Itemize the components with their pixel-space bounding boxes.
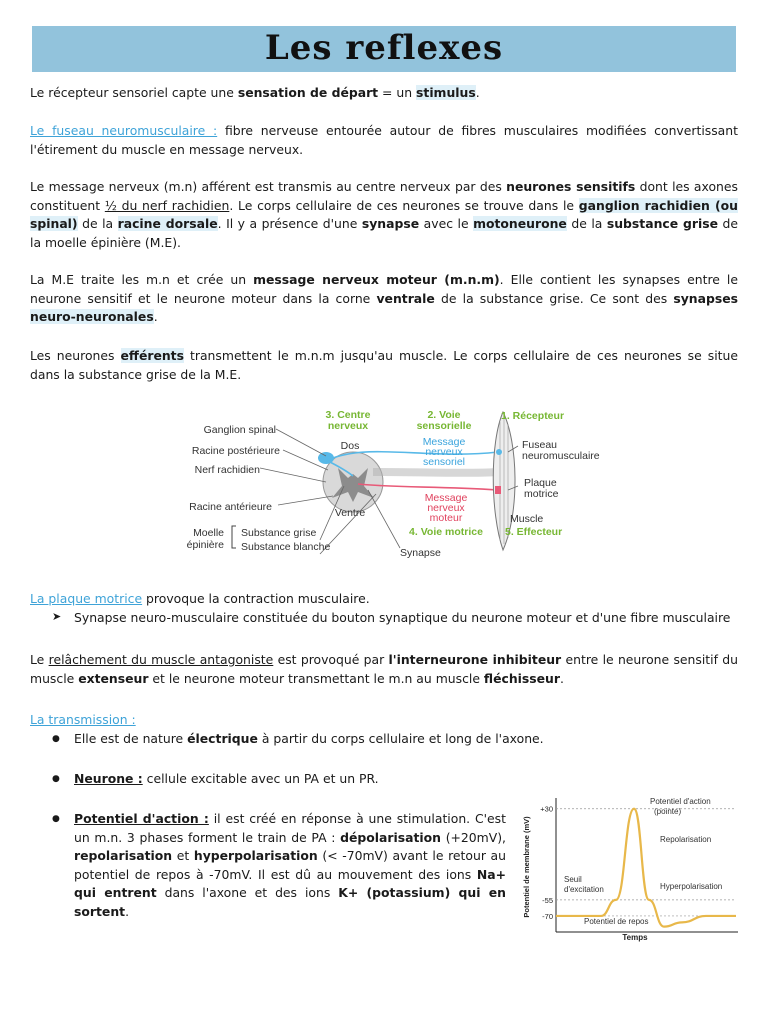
- arrow-bullet-icon: ➤: [52, 610, 62, 623]
- label-plaque-1: Plaque: [524, 477, 557, 489]
- title-banner: [32, 26, 736, 72]
- chart-annotation-peak: Potentiel d'action: [650, 797, 711, 806]
- label-voie-motrice: 4. Voie motrice: [409, 526, 483, 538]
- paragraph-efferents: Les neurones efférents transmettent le m.n.m jusqu'au muscle. Le corps cellulaire de ces neurones se situe dans la substance grise de la M.E.: [30, 348, 738, 382]
- label-msg-s-3: sensoriel: [422, 456, 466, 468]
- label-moelle-1: Moelle: [193, 527, 224, 539]
- bullet-icon: ●: [52, 814, 60, 824]
- label-msg-s-1: Message: [422, 436, 466, 448]
- label-plaque-2: motrice: [524, 488, 559, 500]
- chart-annotation-repol: Repolarisation: [660, 835, 712, 844]
- label-voie-s-1: 2. Voie: [427, 409, 461, 421]
- label-centre-2: nerveux: [327, 420, 369, 432]
- chart-annotation-repos: Potentiel de repos: [584, 917, 649, 926]
- link-fuseau[interactable]: Le fuseau neuromusculaire :: [30, 123, 218, 138]
- heading-transmission: [30, 711, 738, 730]
- fuseau-shape: [496, 449, 502, 455]
- chart-ylabel: Potentiel de membrane (mV): [522, 816, 531, 918]
- paragraph-antagoniste: Le relâchement du muscle antagoniste est provoqué par l'interneurone inhibiteur entre le neurone sensitif du muscle extenseur et le neurone moteur transmettant le m.n au muscle fléchisseur.: [30, 652, 738, 686]
- chart-tick-label: -70: [542, 911, 553, 921]
- reflex-arc-diagram: [168, 402, 600, 564]
- chart-tick-label: -55: [542, 895, 553, 905]
- label-recepteur: 1. Récepteur: [501, 410, 565, 422]
- paragraph-plaque: La plaque motrice provoque la contraction musculaire.: [30, 591, 370, 606]
- chart-annotation-seuil2: d'excitation: [564, 885, 604, 894]
- label-fuseau-1: Fuseau: [522, 439, 558, 451]
- label-fuseau-2: neuromusculaire: [522, 450, 600, 462]
- chart-tick-label: +30: [540, 804, 553, 814]
- link-plaque-motrice[interactable]: La plaque motrice: [30, 591, 143, 606]
- chart-annotation-seuil1: Seuil: [564, 875, 582, 884]
- bullet-icon: ●: [52, 734, 60, 744]
- label-msg-s-2: nerveux: [425, 446, 463, 458]
- label-msg-m-2: nerveux: [427, 502, 465, 514]
- label-synapse: Synapse: [400, 547, 441, 559]
- label-moelle-2: épinière: [186, 539, 224, 551]
- list-item-neurone: Neurone : cellule excitable avec un PA et un PR.: [74, 771, 379, 786]
- page-title: Les reflexes: [264, 28, 504, 68]
- paragraph-message-afferent: Le message nerveux (m.n) afférent est transmis au centre nerveux par des neurones sensitifs dont les axones constituent ½ du nerf rachidien. Le corps cellulaire de ces neurones se trouve dans le ganglion rachidien (ou spinal) de la racine dorsale. Il y a présence d'une synapse avec le motoneurone de la substance grise de la moelle épinière (M.E).: [30, 179, 739, 250]
- label-voie-s-2: sensorielle: [416, 420, 472, 432]
- list-item-potentiel-action: Potentiel d'action : il est créé en réponse à une stimulation. C'est un m.n. 3 phases forment le train de PA : dépolarisation (+20mV), repolarisation et hyperpolarisation (< -70mV) avant le retour au potentiel de repos à -70mV. Il est dû au mouvement des ions Na+ qui entrent dans l'axone et des ions K+ (potassium) qui en sortent.: [74, 811, 506, 919]
- label-nerf-rachidien: Nerf rachidien: [194, 464, 260, 476]
- label-centre-1: 3. Centre: [325, 409, 371, 421]
- list-item-nature: Elle est de nature électrique à partir du corps cellulaire et long de l'axone.: [74, 731, 544, 746]
- link-transmission[interactable]: La transmission :: [30, 712, 136, 727]
- label-msg-m-1: Message: [424, 492, 468, 504]
- paragraph-recepteur: Le récepteur sensoriel capte une sensation de départ = un stimulus.: [30, 85, 480, 100]
- list-item-synapse: Synapse neuro-musculaire constituée du bouton synaptique du neurone moteur et d'une fibre musculaire: [74, 610, 731, 625]
- chart-annotation-peak2: (pointe): [654, 807, 682, 816]
- paragraph-moelle: La M.E traite les m.n et crée un message nerveux moteur (m.n.m). Elle contient les synapses entre le neurone sensitif et le neurone moteur dans la corne ventrale de la substance grise. Ce sont des synapses neuro-neuronales.: [30, 272, 739, 324]
- paragraph-fuseau: Le fuseau neuromusculaire : fibre nerveuse entourée autour de fibres musculaires modifiées convertissant l'étirement du muscle en message nerveux.: [30, 123, 738, 157]
- bullet-icon: ●: [52, 774, 60, 784]
- label-ventre: Ventre: [334, 507, 366, 519]
- label-racine-anterieure: Racine antérieure: [189, 501, 272, 513]
- chart-xlabel: Temps: [622, 933, 648, 942]
- label-racine-posterieure: Racine postérieure: [191, 445, 280, 457]
- chart-series-line: [556, 809, 736, 927]
- label-effecteur: 5. Effecteur: [505, 526, 563, 538]
- label-ganglion: Ganglion spinal: [203, 424, 276, 436]
- label-muscle: Muscle: [510, 513, 544, 525]
- label-msg-m-3: moteur: [429, 512, 463, 524]
- chart-annotation-hyper: Hyperpolarisation: [660, 882, 723, 891]
- label-dos: Dos: [340, 440, 360, 452]
- plaque-shape: [495, 486, 501, 494]
- action-potential-chart: [520, 792, 742, 942]
- label-substance-blanche: Substance blanche: [241, 541, 331, 553]
- label-substance-grise: Substance grise: [241, 527, 317, 539]
